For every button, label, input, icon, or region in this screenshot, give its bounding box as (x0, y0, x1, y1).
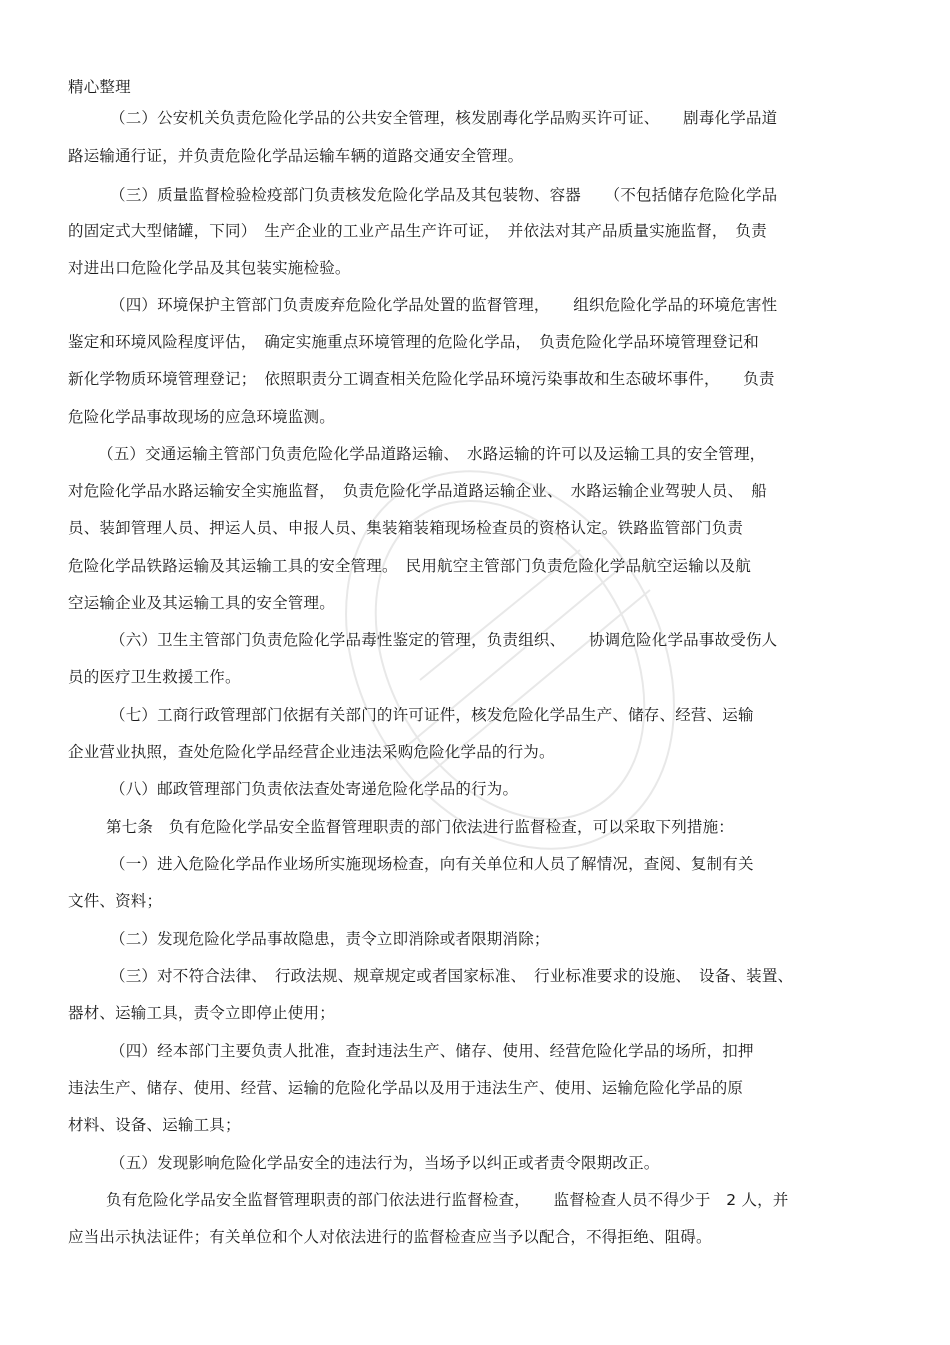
paragraph-7-line-2: 企业营业执照，查处危险化学品经营企业违法采购危险化学品的行为。 (68, 743, 555, 761)
paragraph-3-line-2: 的固定式大型储罐，下同） 生产企业的工业产品生产许可证， 并依法对其产品质量实施监督， 负责 (68, 222, 767, 240)
paragraph-2-line-2: 路运输通行证，并负责危险化学品运输车辆的道路交通安全管理。 (68, 147, 524, 165)
measure-1-line-2: 文件、资料； (68, 892, 163, 910)
paragraph-4-line-3: 新化学物质环境管理登记； 依照职责分工调查相关危险化学品环境污染事故和生态破坏事件， 负责 (68, 370, 775, 388)
paragraph-5-line-5: 空运输企业及其运输工具的安全管理。 (68, 594, 335, 612)
paragraph-5-line-4: 危险化学品铁路运输及其运输工具的安全管理。 民用航空主管部门负责危险化学品航空运输以及航 (68, 557, 752, 575)
measure-3-line-1: （三）对不符合法律、 行政法规、规章规定或者国家标准、 行业标准要求的设施、 设备、装置、 (110, 967, 794, 985)
paragraph-6-line-1: （六）卫生主管部门负责危险化学品毒性鉴定的管理，负责组织、 协调危险化学品事故受伤人 (110, 631, 778, 649)
paragraph-8-line-1: （八）邮政管理部门负责依法查处寄递危险化学品的行为。 (110, 780, 519, 798)
measure-2-line-1: （二）发现危险化学品事故隐患，责令立即消除或者限期消除； (110, 930, 550, 948)
measure-4-line-3: 材料、设备、运输工具； (68, 1116, 241, 1134)
paragraph-3-line-1: （三）质量监督检验检疫部门负责核发危险化学品及其包装物、容器 （不包括储存危险化学品 (110, 186, 778, 204)
paragraph-3-line-3: 对进出口危险化学品及其包装实施检验。 (68, 259, 351, 277)
paragraph-6-line-2: 员的医疗卫生救援工作。 (68, 668, 241, 686)
paragraph-4-line-1: （四）环境保护主管部门负责废弃危险化学品处置的监督管理， 组织危险化学品的环境危害性 (110, 296, 778, 314)
measure-3-line-2: 器材、运输工具，责令立即停止使用； (68, 1004, 335, 1022)
paragraph-7-line-1: （七）工商行政管理部门依据有关部门的许可证件，核发危险化学品生产、储存、经营、运输 (110, 706, 754, 724)
measure-4-line-1: （四）经本部门主要负责人批准，查封违法生产、储存、使用、经营危险化学品的场所，扣押 (110, 1042, 754, 1060)
paragraph-5-line-3: 员、装卸管理人员、押运人员、申报人员、集装箱装箱现场检查员的资格认定。铁路监管部门负责 (68, 519, 744, 537)
paragraph-4-line-4: 危险化学品事故现场的应急环境监测。 (68, 408, 335, 426)
paragraph-5-line-2: 对危险化学品水路运输安全实施监督， 负责危险化学品道路运输企业、 水路运输企业驾驶人员、 船 (68, 482, 767, 500)
article-7-line-1: 第七条 负有危险化学品安全监督管理职责的部门依法进行监督检查，可以采取下列措施： (106, 818, 735, 836)
measure-4-line-2: 违法生产、储存、使用、经营、运输的危险化学品以及用于违法生产、使用、运输危险化学品的原 (68, 1079, 744, 1097)
paragraph-2-line-1: （二）公安机关负责危险化学品的公共安全管理，核发剧毒化学品购买许可证、 剧毒化学品道 (110, 109, 778, 127)
measure-1-line-1: （一）进入危险化学品作业场所实施现场检查，向有关单位和人员了解情况，查阅、复制有关 (110, 855, 754, 873)
measure-5-line-1: （五）发现影响危险化学品安全的违法行为，当场予以纠正或者责令限期改正。 (110, 1154, 660, 1172)
paragraph-4-line-2: 鉴定和环境风险程度评估， 确定实施重点环境管理的危险化学品， 负责危险化学品环境管理登记和 (68, 333, 760, 351)
paragraph-5-line-1: （五）交通运输主管部门负责危险化学品道路运输、 水路运输的许可以及运输工具的安全管理， (98, 445, 766, 463)
closing-line-1: 负有危险化学品安全监督管理职责的部门依法进行监督检查， 监督检查人员不得少于 2 人，并 (106, 1191, 789, 1209)
header-label: 精心整理 (68, 78, 131, 96)
closing-line-2: 应当出示执法证件；有关单位和个人对依法进行的监督检查应当予以配合，不得拒绝、阻碍。 (68, 1228, 712, 1246)
